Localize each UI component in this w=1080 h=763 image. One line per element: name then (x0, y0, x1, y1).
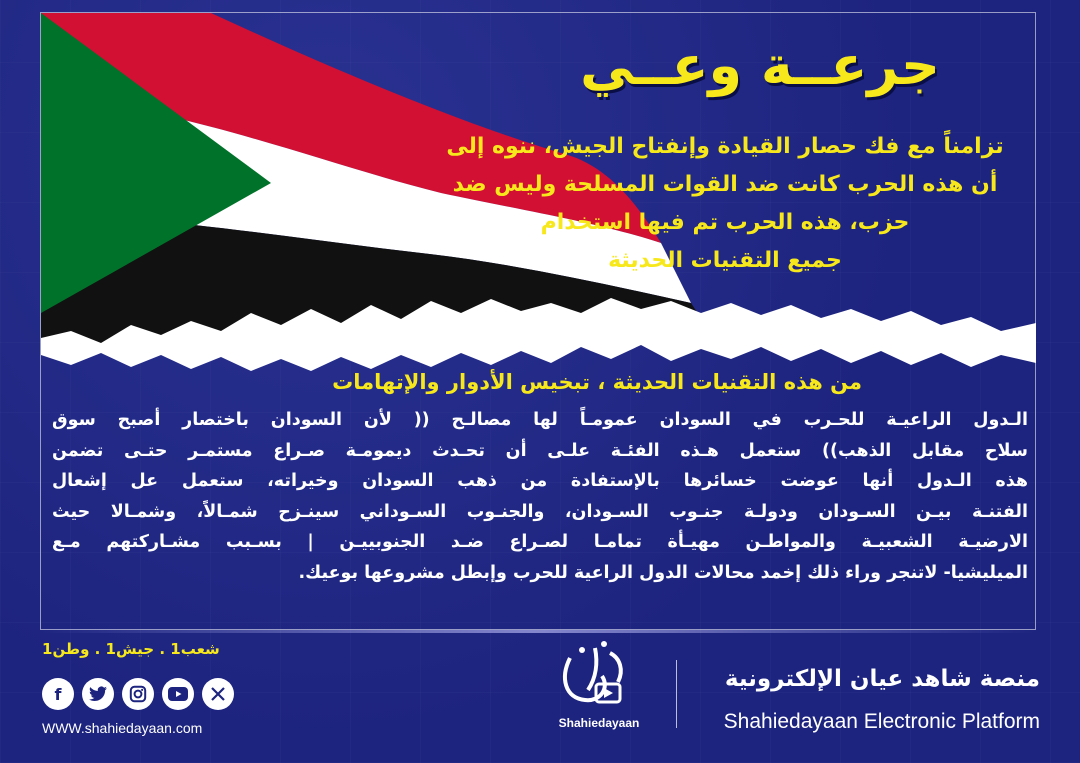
twitter-icon[interactable] (82, 678, 114, 710)
facebook-icon[interactable]: f (42, 678, 74, 710)
platform-name-arabic: منصة شاهد عيان الإلكترونية (724, 666, 1040, 692)
intro-line: أن هذه الحرب كانت ضد القوات المسلحة وليس ضد (452, 172, 998, 197)
platform-name-english: Shahiedayaan Electronic Platform (723, 710, 1040, 733)
youtube-icon[interactable] (162, 678, 194, 710)
intro-line: جميع التقنيات الحديثة (608, 248, 842, 273)
slogan: شعب1 . جيش1 . وطن1 (42, 640, 220, 658)
body-line: سلاح مقابل الذهب)) ستعمل هـذه الفئـة علـى أن تحـدث ديمومـة صـراع مستمـر حتـى تضمن (52, 440, 1028, 461)
intro-line: تزامناً مع فك حصار القيادة وإنفتاح الجيش، ننوه إلى (446, 134, 1004, 159)
sub-heading: من هذه التقنيات الحديثة ، تبخيس الأدوار والإتهامات (332, 370, 862, 394)
body-line: هذه الـدول أنها عوضت خسائرها بالإستفادة من ذهب السودان وخيراته، ستعمل عل إشعال (52, 471, 1028, 491)
x-icon[interactable] (202, 678, 234, 710)
brand-name: Shahiedayaan (558, 716, 640, 730)
divider (40, 630, 1036, 633)
body-line: الارضيـة الشعبيـة والمواطـن مهيـأة تمامـا لصـراع ضـد الجنوبييـن | بسـبب مشـاركتهم مـع (52, 532, 1028, 552)
intro-line: حزب، هذه الحرب تم فيها استخدام (540, 210, 910, 235)
body-text (52, 405, 1028, 588)
instagram-icon[interactable] (122, 678, 154, 710)
body-line: الفتنـة بيـن السـودان ودولـة جنـوب السـودان، والجنـوب السـوداني سينـزح شمـالاً، وشمـالا حيث (52, 501, 1028, 522)
website-link[interactable]: WWW.shahiedayaan.com (42, 720, 203, 736)
intro-text (425, 128, 1025, 280)
body-line: الميليشيا- لاتنجر وراء ذلك إخمد محالات الدول الراعية للحرب وإبطل مشروعها بوعيك. (298, 562, 1028, 583)
page-title: جرعــة وعــي (580, 34, 940, 97)
social-links (42, 678, 234, 710)
body-line: الـدول الراعيـة للحـرب في السودان عمومـاً لها مصالـح (( لأن السودان باختصار أصبح سوق (52, 410, 1028, 430)
